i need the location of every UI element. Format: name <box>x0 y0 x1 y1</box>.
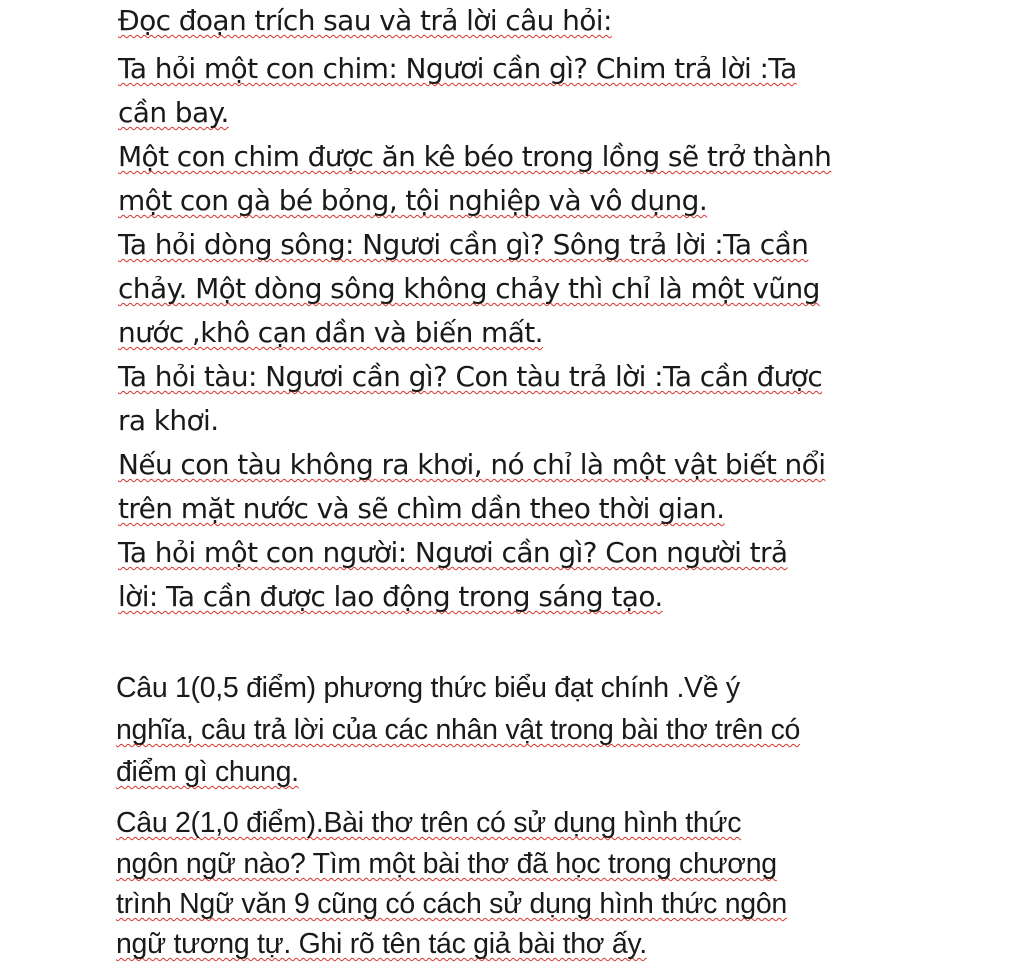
passage-line: cần bay. <box>118 96 229 129</box>
passage-line: ra khơi. <box>118 404 219 437</box>
passage-line: nước ,khô cạn dần và biến mất. <box>118 316 543 349</box>
passage-line: Ta hỏi dòng sông: Ngươi cần gì? Sông trả lời :Ta cần <box>118 228 809 261</box>
passage-line: Ta hỏi tàu: Ngươi cần gì? Con tàu trả lời :Ta cần được <box>118 360 823 393</box>
question-2-line: ngôn ngữ nào? Tìm một bài thơ đã học trong chương <box>116 848 777 880</box>
passage-line: trên mặt nước và sẽ chìm dần theo thời gian. <box>118 492 725 525</box>
passage-line: một con gà bé bỏng, tội nghiệp và vô dụng. <box>118 184 708 217</box>
passage-heading: Đọc đoạn trích sau và trả lời câu hỏi: <box>118 4 612 37</box>
question-2-line: ngữ tương tự. Ghi rõ tên tác giả bài thơ ấy. <box>116 928 647 960</box>
passage-line: lời: Ta cần được lao động trong sáng tạo. <box>118 580 663 613</box>
passage-line: Nếu con tàu không ra khơi, nó chỉ là một vật biết nổi <box>118 448 826 481</box>
question-2-line: trình Ngữ văn 9 cũng có cách sử dụng hình thức ngôn <box>116 888 787 920</box>
passage-line: Một con chim được ăn kê béo trong lồng sẽ trở thành <box>118 140 832 173</box>
passage-line: Ta hỏi một con chim: Ngươi cần gì? Chim trả lời :Ta <box>118 52 797 85</box>
question-1-line: Câu 1(0,5 điểm) phương thức biểu đạt chính .Về ý <box>116 672 740 704</box>
passage-line: Ta hỏi một con người: Ngươi cần gì? Con người trả <box>118 536 788 569</box>
question-1-line: điểm gì chung. <box>116 756 299 788</box>
question-1-line: nghĩa, câu trả lời của các nhân vật trong bài thơ trên có <box>116 714 801 746</box>
passage-line: chảy. Một dòng sông không chảy thì chỉ là một vũng <box>118 272 820 305</box>
question-2-line: Câu 2(1,0 điểm).Bài thơ trên có sử dụng hình thức <box>116 807 742 839</box>
